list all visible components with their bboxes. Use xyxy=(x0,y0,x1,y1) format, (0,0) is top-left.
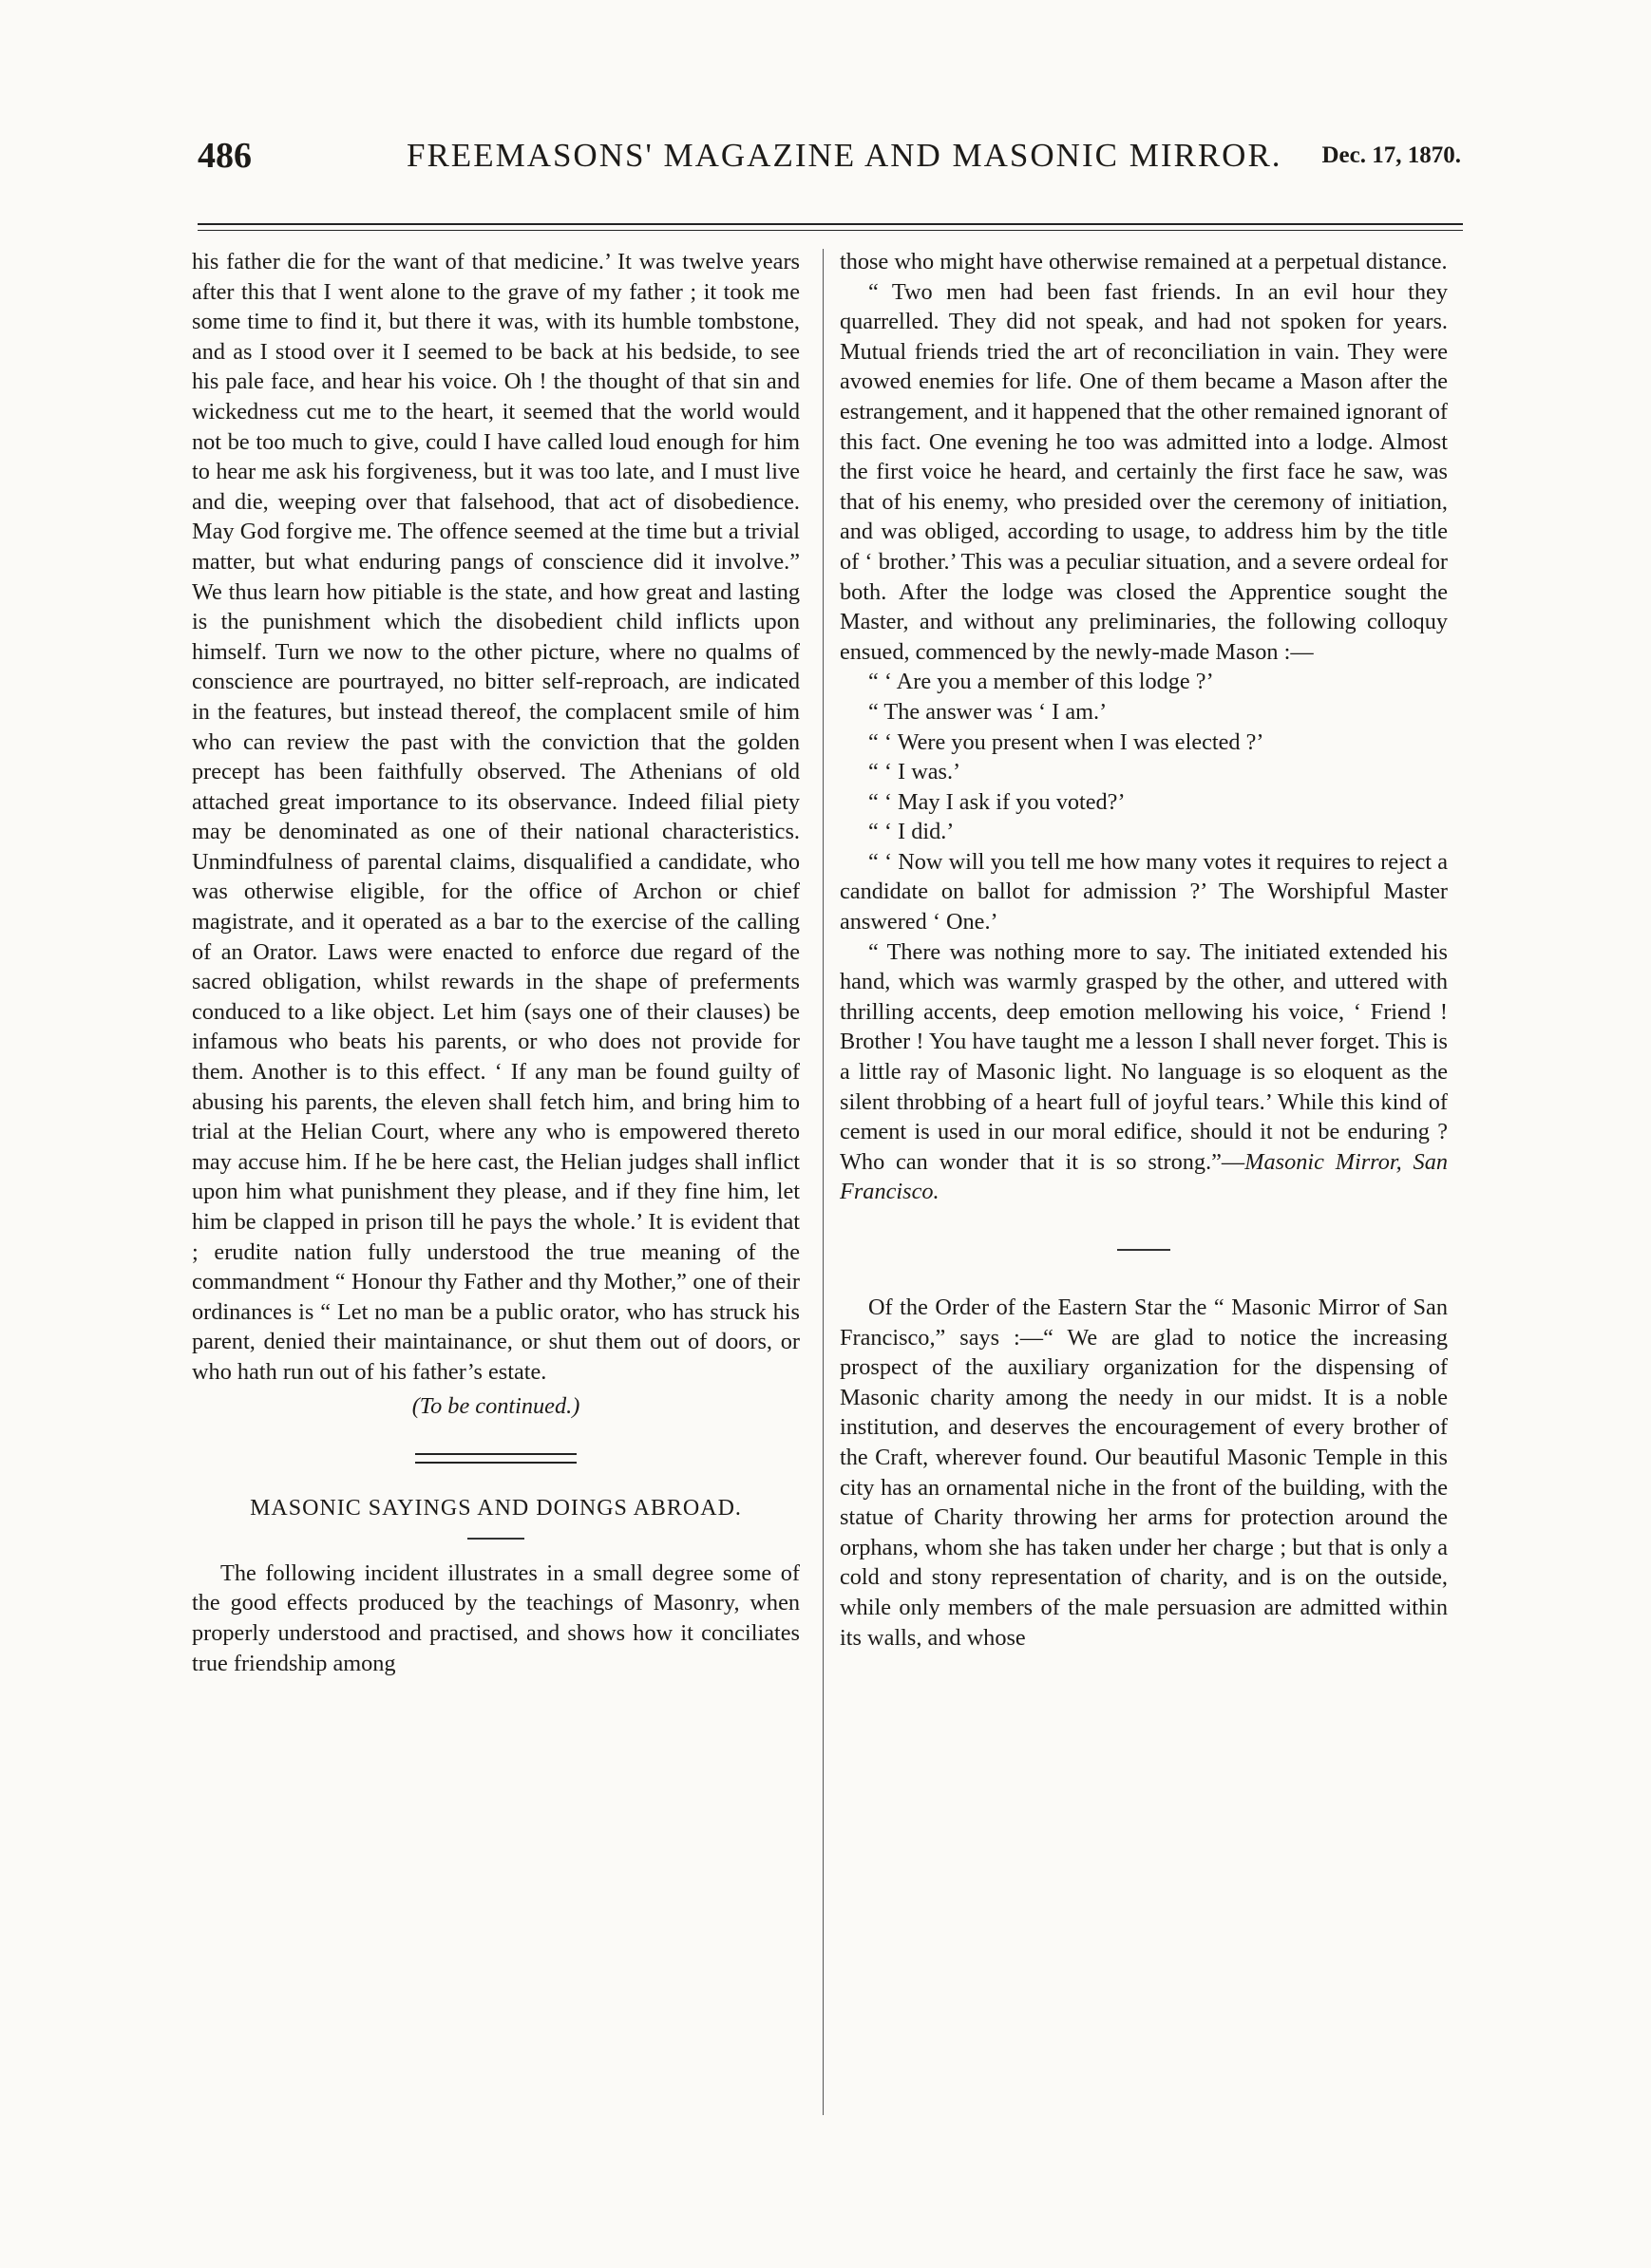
heading-rule xyxy=(467,1538,524,1540)
dialogue-line: “ The answer was ‘ I am.’ xyxy=(868,698,1108,725)
dialogue-line: “ ‘ I was.’ xyxy=(868,759,961,785)
article-separator xyxy=(1117,1249,1170,1251)
right-column xyxy=(840,247,1448,1653)
to-be-continued: (To be continued.) xyxy=(411,1392,580,1419)
paragraph: those who might have otherwise remained at a perpetual distance. xyxy=(840,249,1448,274)
article-continuation: his father die for the want of that medicine.’ It was twelve years after this that I went alone to the grave of my father ; it took me some time to find it, but there it was, with its humble tombstone, and as I stood over it I seemed to be back at his bedside, to see his pale face, and hear his voice. Oh ! the thought of that sin and wickedness cut me to the heart, it seemed that the world would not be too much to give, could I have called loud enough for him to hear me ask his forgiveness, but it was too late, and I must live and die, weeping over that falsehood, that act of disobedience. May God forgive me. The offence seemed at the time but a trivial matter, but what enduring pangs of conscience did it involve.” We thus learn how pitiable is the state, and how great and lasting is the punishment which the disobedient child inflicts upon himself. Turn we now to the other picture, where no qualms of conscience are pourtrayed, no bitter self-reproach, are indicated in the features, but instead thereof, the complacent smile of him who can review the past with the conviction that the golden precept has been faithfully observed. The Athenians of old attached great importance to its observance. Indeed filial piety may be denominated as one of their national characteristics. Unmindfulness of parental claims, disqualified a candidate, who was otherwise eligible, for the office of Archon or chief magistrate, and it operated as a bar to the exercise of the calling of an Orator. Laws were enacted to enforce due regard of the sacred obligation, whilst rewards in the shape of preferments conduced to a like object. Let him (says one of their clauses) be infamous who beats his parents, or who does not provide for them. Another is to this effect. ‘ If any man be found guilty of abusing his parents, the eleven shall fetch him, and bring him to trial at the Helian Court, where any who is empowered thereto may accuse him. If he be here cast, the Helian judges shall inflict upon him what punishment they please, and if they fine him, let him be clapped in prison till he pays the whole.’ It is evident that ; erudite nation fully understood the true meaning of the commandment “ Honour thy Father and thy Mother,” one of their ordinances is “ Let no man be a public orator, who has struck his parent, denied their maintainance, or shut them out of doors, or who hath run out of his father’s estate. xyxy=(192,249,800,1385)
paragraph-text: “ There was nothing more to say. The initiated extended his hand, which was warmly grasped by the other, and uttered with thrilling accents, deep emotion mellowing his voice, ‘ Friend ! Brother ! You have taught me a lesson I shall never forget. This is a little ray of Masonic light. No language is so eloquent as the silent throbbing of a heart full of joyful tears.’ While this kind of cement is used in our moral edifice, should it not be enduring ? Who can wonder that it is so strong.”— xyxy=(840,938,1448,1175)
issue-date: Dec. 17, 1870. xyxy=(1321,142,1461,168)
column-divider xyxy=(823,249,824,2115)
publication-title: FREEMASONS' MAGAZINE AND MASONIC MIRROR. xyxy=(407,137,1282,174)
dialogue-line: “ ‘ Now will you tell me how many votes it requires to reject a candidate on ballot for admission ?’ The Worshipful Master answered ‘ One.’ xyxy=(840,848,1448,936)
page-number: 486 xyxy=(198,136,252,176)
running-header xyxy=(198,135,1461,192)
paragraph xyxy=(840,937,1448,1207)
dialogue-line: “ ‘ Are you a member of this lodge ?’ xyxy=(868,669,1214,695)
section-separator xyxy=(415,1453,577,1464)
header-rule xyxy=(198,223,1463,231)
section-intro-paragraph: The following incident illustrates in a small degree some of the good effects produced by the teachings of Masonry, when properly understood and practised, and shows how it conciliates true friendship among xyxy=(192,1559,800,1676)
source-attribution: Masonic Mirror, San Francisco. xyxy=(840,1148,1448,1205)
dialogue-line: “ ‘ May I ask if you voted?’ xyxy=(868,788,1126,815)
dialogue-line: “ ‘ I did.’ xyxy=(868,819,955,845)
dialogue-line: “ ‘ Were you present when I was elected ?’ xyxy=(868,728,1264,755)
paragraph: Of the Order of the Eastern Star the “ Masonic Mirror of San Francisco,” says :—“ We are glad to notice the increasing prospect of the auxiliary organization for the dispensing of Masonic charity among the needy in our midst. It is a noble institution, and deserves the encouragement of every brother of the Craft, wherever found. Our beautiful Masonic Temple in this city has an ornamental niche in the front of the building, with the statue of Charity throwing her arms for protection around the orphans, whom she has taken under her charge ; but that is only a cold and stony representation of charity, and is on the outside, while only members of the male persuasion are admitted within its walls, and whose xyxy=(840,1295,1448,1651)
left-column xyxy=(192,247,800,1678)
paragraph: “ Two men had been fast friends. In an evil hour they quarrelled. They did not speak, and had not spoken for years. Mutual friends tried the art of reconciliation in vain. They were avowed enemies for life. One of them became a Mason after the estrangement, and it happened that the other remained ignorant of this fact. One evening he too was admitted into a lodge. Almost the first voice he heard, and certainly the first face he saw, was that of his enemy, who presided over the ceremony of initiation, and was obliged, according to usage, to address him by the title of ‘ brother.’ This was a peculiar situation, and a severe ordeal for both. After the lodge was closed the Apprentice sought the Master, and without any preliminaries, the following colloquy ensued, commenced by the newly-made Mason :— xyxy=(840,278,1448,665)
section-heading: MASONIC SAYINGS AND DOINGS ABROAD. xyxy=(250,1496,742,1521)
